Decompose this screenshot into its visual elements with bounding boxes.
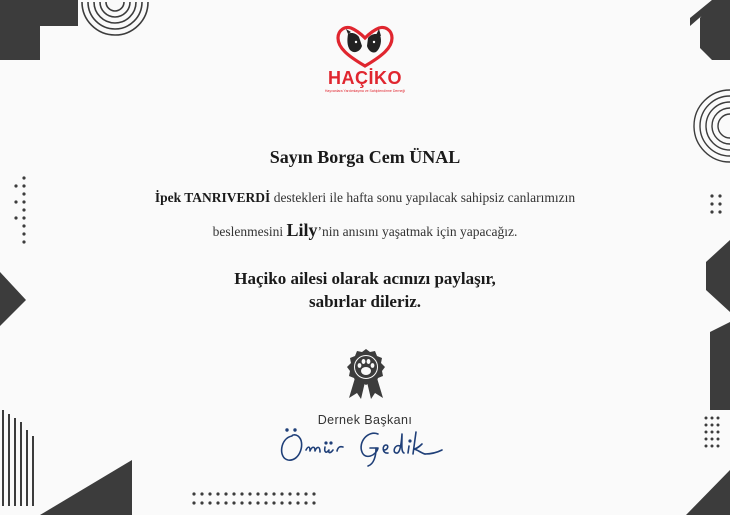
message-line-1	[0, 190, 730, 206]
logo-tagline: Hayvanlara Yardımlaşma ve Sahiplendirme Derneği	[324, 89, 406, 93]
donor-name: İpek TANRIVERDİ	[154, 190, 271, 205]
haciko-logo	[318, 24, 412, 104]
recipient-salutation: Sayın Borga Cem ÜNAL	[269, 147, 461, 167]
dog-cat-heart-logo-icon	[318, 24, 412, 68]
condolence-line-1: Haçiko ailesi olarak acınızı paylaşır,	[234, 269, 496, 288]
logo-wordmark: HAÇİKO	[328, 68, 402, 88]
message-line-2-start: beslenmesini	[212, 224, 287, 239]
signer-role: Dernek Başkanı	[317, 413, 413, 427]
paw-award-seal-icon	[341, 348, 391, 400]
pet-name: Lily	[286, 220, 318, 240]
message-line-1-text: destekleri ile hafta sonu yapılacak sahipsiz canlarımızın	[270, 190, 576, 205]
message-line-2	[0, 220, 730, 241]
condolence-line-2: sabırlar dileriz.	[308, 292, 422, 311]
message-line-2-text: ’nin anısını yaşatmak için yapacağız.	[317, 224, 518, 239]
handwritten-signature	[270, 424, 460, 468]
